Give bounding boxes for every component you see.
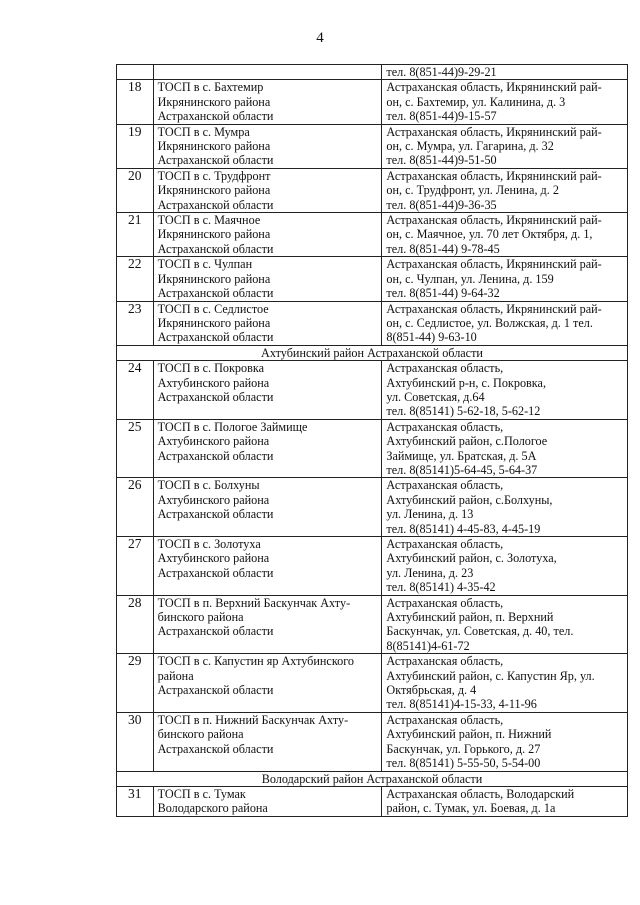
address-line: Астраханская область, [386, 595, 504, 610]
address-line: он, с. Бахтемир, ул. Калинина, д. 3 [386, 94, 566, 109]
office-name-line: Астраханской области [157, 565, 274, 580]
office-name-cell [153, 257, 382, 301]
office-name-line: ТОСП в с. Мумра [157, 124, 250, 139]
address-line: Астраханская область, Икрянинский рай- [386, 168, 602, 183]
address-line: Ахтубинский район, п. Нижний [386, 727, 552, 742]
table-row [117, 478, 628, 537]
office-name-cell [153, 213, 382, 257]
address-line: тел. 8(85141) 4-45-83, 4-45-19 [386, 521, 541, 536]
address-line: тел. 8(85141)4-15-33, 4-11-96 [386, 697, 537, 712]
office-name-line: Икрянинского района [157, 315, 271, 330]
table-row [117, 786, 628, 816]
address-line: Астраханская область, [386, 654, 504, 669]
office-name-line: Астраханской области [157, 241, 274, 256]
address-line: Астраханская область, [386, 361, 504, 376]
office-name-line: Ахтубинского района [157, 492, 270, 507]
table-row [117, 301, 628, 345]
address-line: тел. 8(851-44)9-51-50 [386, 153, 497, 168]
table-row [117, 654, 628, 713]
office-name-cell [153, 595, 382, 654]
address-cell [382, 257, 628, 301]
table-row [117, 537, 628, 596]
office-name-line: ТОСП в с. Покровка [157, 361, 264, 376]
address-line: Астраханская область, Икрянинский рай- [386, 80, 602, 95]
address-line: тел. 8(851-44) 9-64-32 [386, 286, 500, 301]
table-row [117, 419, 628, 478]
address-cell [382, 65, 628, 80]
office-name-line: ТОСП в с. Седлистое [157, 301, 269, 316]
section-title: Володарский район Астраханской области [117, 771, 628, 786]
row-number: 24 [117, 361, 154, 420]
address-cell [382, 478, 628, 537]
office-name-cell [153, 654, 382, 713]
section-title: Ахтубинский район Астраханской области [117, 345, 628, 360]
office-name-line: Астраханской области [157, 741, 274, 756]
address-line: тел. 8(85141) 4-35-42 [386, 580, 496, 595]
row-number: 23 [117, 301, 154, 345]
address-line: Астраханская область, [386, 712, 504, 727]
table-row [117, 124, 628, 168]
row-number: 21 [117, 213, 154, 257]
address-cell [382, 80, 628, 124]
address-cell [382, 301, 628, 345]
office-name-cell [153, 419, 382, 478]
address-cell [382, 654, 628, 713]
office-name-line: Икрянинского района [157, 227, 271, 242]
address-line: Октябрьская, д. 4 [386, 683, 477, 698]
office-name-line: Астраханской области [157, 197, 274, 212]
address-line: Ахтубинский район, п. Верхний [386, 610, 554, 625]
office-name-line: Ахтубинского района [157, 434, 270, 449]
office-name-line: ТОСП в п. Нижний Баскунчак Ахту- [157, 712, 349, 727]
continuation-row [117, 65, 628, 80]
office-name-line: Икрянинского района [157, 183, 271, 198]
address-cell [382, 168, 628, 212]
address-line: тел. 8(85141) 5-55-50, 5-54-00 [386, 756, 541, 771]
row-number: 18 [117, 80, 154, 124]
office-name-cell [153, 301, 382, 345]
address-line: Ахтубинский р-н, с. Покровка, [386, 375, 546, 390]
address-cell [382, 595, 628, 654]
address-line: Астраханская область, Икрянинский рай- [386, 257, 602, 272]
address-line: Астраханская область, Володарский [386, 786, 575, 801]
office-name-line: ТОСП в с. Болхуны [157, 478, 260, 493]
office-name-cell [153, 80, 382, 124]
office-name-line: Астраханской области [157, 624, 274, 639]
address-line: Баскунчак, ул. Горького, д. 27 [386, 741, 541, 756]
row-number: 31 [117, 786, 154, 816]
row-number: 22 [117, 257, 154, 301]
table-row [117, 595, 628, 654]
address-line: Ахтубинский район, с.Пологое [386, 434, 548, 449]
office-name-cell [153, 712, 382, 771]
row-number: 25 [117, 419, 154, 478]
office-name-line: Ахтубинского района [157, 375, 270, 390]
address-line: Займище, ул. Братская, д. 5А [386, 448, 537, 463]
address-line: тел. 8(851-44)9-15-57 [386, 109, 497, 124]
address-line: Баскунчак, ул. Советская, д. 40, тел. [386, 624, 574, 639]
address-line: он, с. Седлистое, ул. Волжская, д. 1 тел. [386, 315, 593, 330]
table-row [117, 213, 628, 257]
office-name-line: Астраханской области [157, 286, 274, 301]
section-header-row [117, 345, 628, 360]
office-name-line: ТОСП в с. Золотуха [157, 537, 261, 551]
table-row [117, 361, 628, 420]
address-line: Астраханская область, Икрянинский рай- [386, 301, 602, 316]
office-name-line: ТОСП в с. Капустин яр Ахтубинского [157, 654, 355, 669]
office-name-line: бинского района [157, 727, 244, 742]
row-number-cell [117, 65, 154, 80]
office-name-line: ТОСП в с. Пологое Займище [157, 419, 308, 434]
office-name-cell [153, 537, 382, 596]
address-table-body [117, 65, 628, 817]
row-number: 30 [117, 712, 154, 771]
section-header-row [117, 771, 628, 786]
address-line: Астраханская область, [386, 478, 504, 493]
address-line: тел. 8(85141)5-64-45, 5-64-37 [386, 462, 538, 477]
address-line: он, с. Чулпан, ул. Ленина, д. 159 [386, 271, 554, 286]
address-line: Астраханская область, Икрянинский рай- [386, 213, 602, 228]
address-line: Астраханская область, [386, 537, 504, 551]
office-name-line: Икрянинского района [157, 94, 271, 109]
address-cell [382, 419, 628, 478]
address-line: Ахтубинский район, с.Болхуны, [386, 492, 553, 507]
office-name-line: ТОСП в с. Бахтемир [157, 80, 264, 95]
address-cell [382, 712, 628, 771]
address-line: Астраханская область, Икрянинский рай- [386, 124, 602, 139]
row-number: 19 [117, 124, 154, 168]
office-name-cell [153, 65, 382, 80]
office-name-cell [153, 361, 382, 420]
address-line: район, с. Тумак, ул. Боевая, д. 1а [386, 801, 556, 816]
office-name-line: Икрянинского района [157, 271, 271, 286]
office-name-line: бинского района [157, 610, 244, 625]
row-number: 28 [117, 595, 154, 654]
office-name-cell [153, 168, 382, 212]
address-line: тел. 8(851-44)9-36-35 [386, 197, 497, 212]
row-number: 29 [117, 654, 154, 713]
office-name-line: ТОСП в с. Маячное [157, 213, 261, 228]
office-name-line: Ахтубинского района [157, 551, 270, 566]
address-cell [382, 537, 628, 596]
row-number: 20 [117, 168, 154, 212]
table-row [117, 712, 628, 771]
address-line: ул. Советская, д.64 [386, 389, 485, 404]
row-number: 26 [117, 478, 154, 537]
office-name-cell [153, 786, 382, 816]
address-line: тел. 8(85141) 5-62-18, 5-62-12 [386, 404, 541, 419]
office-name-cell [153, 124, 382, 168]
address-line: он, с. Мумра, ул. Гагарина, д. 32 [386, 139, 554, 154]
office-name-line: Володарского района [157, 801, 268, 816]
address-cell [382, 213, 628, 257]
address-table [116, 64, 628, 817]
office-name-line: Астраханской области [157, 683, 274, 698]
office-name-line: Астраханской области [157, 448, 274, 463]
address-line: 8(85141)4-61-72 [386, 638, 470, 653]
table-row [117, 80, 628, 124]
office-name-cell [153, 478, 382, 537]
office-name-line: ТОСП в п. Верхний Баскунчак Ахту- [157, 595, 351, 610]
office-name-line: района [157, 668, 194, 683]
table-row [117, 168, 628, 212]
address-line: Астраханская область, [386, 419, 504, 434]
address-line: ул. Ленина, д. 23 [386, 565, 474, 580]
table-row [117, 257, 628, 301]
row-number: 27 [117, 537, 154, 596]
office-name-line: Астраханской области [157, 109, 274, 124]
office-name-line: Астраханской области [157, 330, 274, 345]
address-cell [382, 124, 628, 168]
address-line: он, с. Маячное, ул. 70 лет Октября, д. 1, [386, 227, 593, 242]
office-name-line: Икрянинского района [157, 139, 271, 154]
address-line: тел. 8(851-44)9-29-21 [386, 65, 497, 79]
office-name-line: Астраханской области [157, 153, 274, 168]
address-line: он, с. Трудфронт, ул. Ленина, д. 2 [386, 183, 559, 198]
address-line: Ахтубинский район, с. Капустин Яр, ул. [386, 668, 595, 683]
address-cell [382, 361, 628, 420]
address-cell [382, 786, 628, 816]
address-line: тел. 8(851-44) 9-78-45 [386, 241, 500, 256]
address-line: 8(851-44) 9-63-10 [386, 330, 477, 345]
office-name-line: ТОСП в с. Трудфронт [157, 168, 271, 183]
office-name-line: Астраханской области [157, 507, 274, 522]
office-name-line: ТОСП в с. Тумак [157, 786, 246, 801]
address-line: Ахтубинский район, с. Золотуха, [386, 551, 557, 566]
page-number: 4 [316, 30, 324, 46]
office-name-line: Астраханской области [157, 389, 274, 404]
address-line: ул. Ленина, д. 13 [386, 507, 474, 522]
office-name-line: ТОСП в с. Чулпан [157, 257, 253, 272]
